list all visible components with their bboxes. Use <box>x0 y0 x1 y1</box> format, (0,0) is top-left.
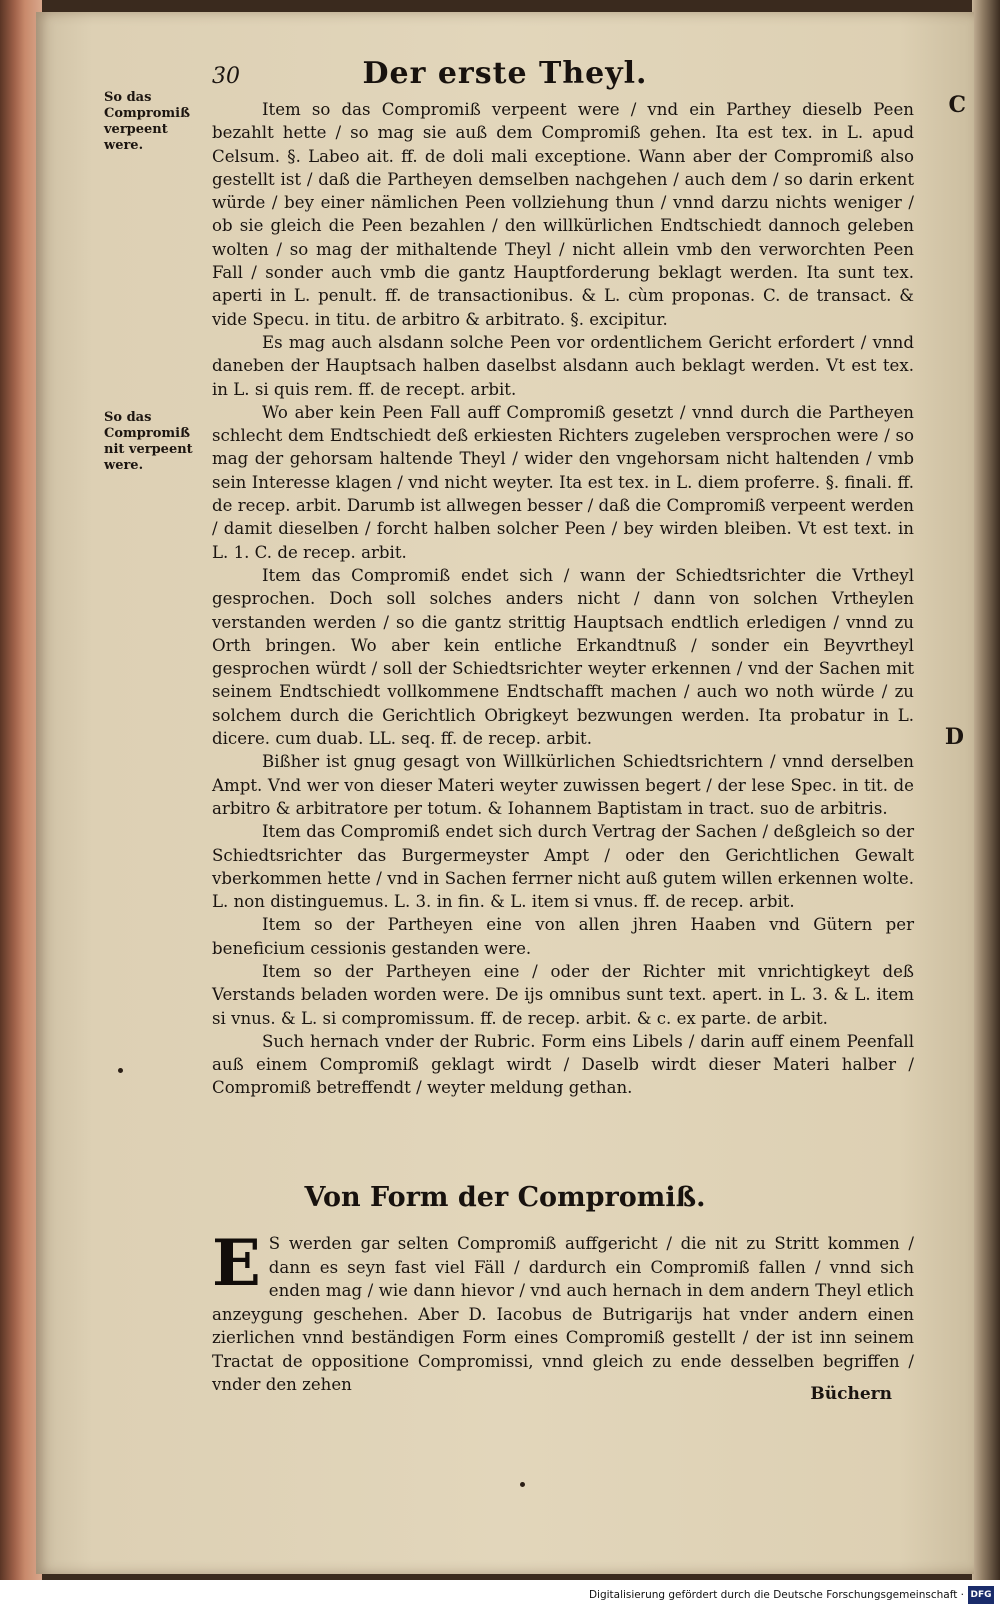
footer-bar <box>0 1580 1000 1612</box>
paragraph-9: Such hernach vnder der Rubric. Form eins Libels / darin auff einem Peenfall auß einem Compromiß geklagt wirdt / Daselb wirdt dieser Materi halber / Compromiß betreffendt / weyter meldung gethan. <box>212 1031 914 1098</box>
book-edge-right <box>972 0 1000 1580</box>
paragraph-7: Item so der Partheyen eine von allen jhren Haaben vnd Gütern per beneficium cessionis gestanden were. <box>212 915 914 958</box>
margin-dot-mark <box>118 1068 123 1073</box>
margin-signature-d: D <box>944 724 964 750</box>
dfg-logo: DFG <box>968 1586 994 1604</box>
drop-cap: E <box>212 1226 261 1301</box>
paragraph-8: Item so der Partheyen eine / oder der Richter mit vnrichtigkeyt deß Verstands beladen worden were. De ijs omnibus sunt text. apert. in L. 3. & L. item si vnus. & L. si compromissum. ff. de recep. arbit. & c. ex parte. de arbit. <box>212 961 914 1028</box>
footer-credit: Digitalisierung gefördert durch die Deutsche Forschungsgemeinschaft · <box>588 1589 964 1601</box>
page-dot-mark <box>520 1482 525 1487</box>
catchword: Büchern <box>810 1384 892 1404</box>
paragraph-1: Item so das Compromiß verpeent were / vnd ein Parthey dieselb Peen bezahlt hette / so mag sie auß dem Compromiß gehen. Ita est tex. in L. apud Celsum. §. Labeo ait. ff. de doli mali exceptione. Wann aber der Compromiß also gestellt ist / daß die Partheyen demselben nachgehen / auch dem / so darin erkent würde / bey einer nämlichen Peen vollziehung thun / vnnd darzu nichts weniger / ob sie gleich die Peen bezahlen / den willkürlichen Endtschiedt dannoch geleben wolten / so mag der mithaltende Theyl / nicht allein vmb den verworchten Peen Fall / sonder auch vmb die gantz Hauptforderung beklagt werden. Ita sunt tex. aperti in L. penult. ff. de transactionibus. & L. cùm proponas. C. de transact. & vide Specu. in titu. de arbitro & arbitrato. §. excipitur. <box>212 100 914 329</box>
body-text <box>212 98 914 1100</box>
margin-note-2: So das Compromiß nit verpeent were. <box>104 410 193 473</box>
paragraph-2: Es mag auch alsdann solche Peen vor ordentlichem Gericht erfordert / vnnd daneben der Hauptsach halben daselbst alsdann auch beklagt werden. Vt est tex. in L. si quis rem. ff. de recept. arbit. <box>212 332 914 399</box>
page <box>36 12 974 1574</box>
margin-note-1: So das Compromiß verpeent were. <box>104 90 190 153</box>
running-head: Der erste Theyl. <box>362 56 648 91</box>
page-number: 30 <box>212 64 240 89</box>
paragraph-6: Item das Compromiß endet sich durch Vertrag der Sachen / deßgleich so der Schiedtsrichter das Burgermeyster Ampt / oder den Gerichtlichen Gewalt vberkommen hette / vnd in Sachen ferrner nicht auß gutem willen erkennen wolte. L. non distinguemus. L. 3. in fin. & L. item si vnus. ff. de recep. arbit. <box>212 822 914 912</box>
section-paragraph: S werden gar selten Compromiß auffgericht / die nit zu Stritt kommen / dann es seyn fast viel Fäll / dardurch ein Compromiß fallen / vnnd sich enden mag / wie dann hievor / vnd auch hernach in dem andern Theyl etlich anzeygung geschehen. Aber D. Iacobus de Butrigarijs hat vnder andern einen zierlichen vnnd beständigen Form eines Compromiß gestellt / der ist inn seinem Tractat de oppositione Compromissi, vnnd gleich zu ende desselben begriffen / vnder den zehen <box>212 1234 914 1394</box>
paragraph-5: Bißher ist gnug gesagt von Willkürlichen Schiedtsrichtern / vnnd derselben Ampt. Vnd wer von dieser Materi weyter zuwissen begert / der lese Spec. in tit. de arbitro & arbitratore per totum. & Iohannem Baptistam in tract. suo de arbitris. <box>212 752 914 818</box>
paragraph-4: Item das Compromiß endet sich / wann der Schiedtsrichter die Vrtheyl gesprochen. Doch soll solches anders nicht / dann von solchen Vrtheylen verstanden werden / so die gantz strittig Hauptsach endtlich erledigen / vnnd zu Orth bringen. Wo aber kein entliche Erkandtnuß / sonder ein Beyvrtheyl gesprochen würdt / soll der Schiedtsrichter weyter erkennen / vnd der Sachen mit seinem Endtschiedt vollkommene Endtschafft machen / auch wo noth würde / zu solchem durch die Gerichtlich Obrigkeyt bezwungen werden. Ita probatur in L. dicere. cum duab. LL. seq. ff. de recep. arbit. <box>212 565 914 749</box>
section-title: Von Form der Compromiß. <box>304 1182 706 1213</box>
paragraph-3: Wo aber kein Peen Fall auff Compromiß gesetzt / vnnd durch die Partheyen schlecht dem Endtschiedt deß erkiesten Richters zugeleben versprochen were / so mag der gehorsam haltende Theyl / wider den vngehorsam nicht haltenden / vmb sein Interesse klagen / vnd nicht weyter. Ita est tex. in L. diem proferre. §. finali. ff. de recep. arbit. Darumb ist allwegen besser / daß die Compromiß verpeent werden / damit dieselben / forcht halben solcher Peen / bey wirden bleiben. Vt est text. in L. 1. C. de recep. arbit. <box>212 402 914 562</box>
margin-signature-c: C <box>948 92 966 118</box>
section-body <box>212 1226 914 1397</box>
